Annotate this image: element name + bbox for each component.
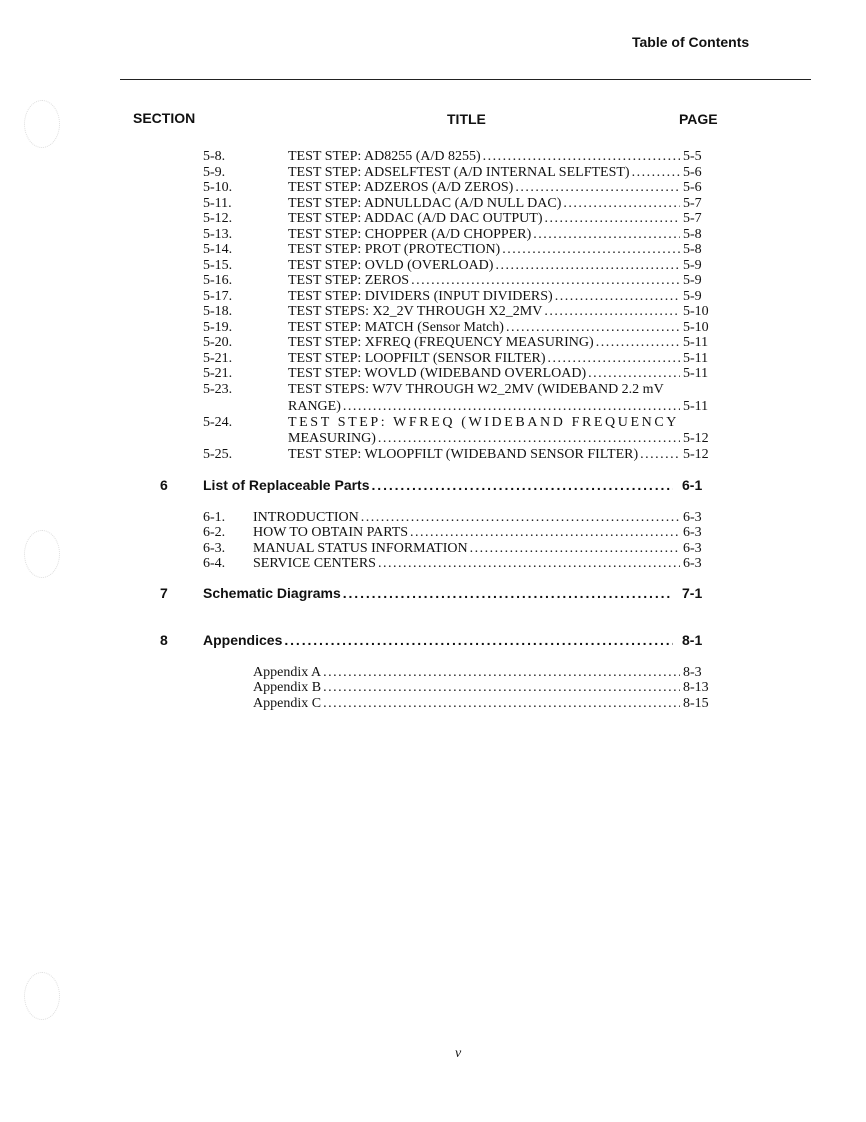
appendix-page: 8-15 bbox=[683, 696, 709, 711]
dot-leader bbox=[282, 631, 673, 649]
dot-leader bbox=[468, 541, 680, 557]
dot-leader bbox=[376, 556, 680, 572]
entry-title-line-1: TEST STEP: WFREQ (WIDEBAND FREQUENCY bbox=[288, 415, 679, 430]
section-title: Appendices bbox=[203, 632, 283, 648]
appendix-entry[interactable] bbox=[0, 696, 866, 712]
dot-leader bbox=[504, 320, 680, 336]
entry-page: 5-11 bbox=[683, 351, 709, 366]
entry-page: 5-8 bbox=[683, 227, 702, 242]
entry-title: TEST STEP: PROT (PROTECTION) bbox=[288, 242, 501, 257]
entry-number: 5-24. bbox=[203, 415, 233, 430]
appendix-entry[interactable] bbox=[0, 665, 866, 681]
toc-entry[interactable] bbox=[0, 273, 866, 289]
toc-entry[interactable] bbox=[0, 165, 866, 181]
entry-page: 6-3 bbox=[683, 510, 702, 525]
punch-hole-mark bbox=[24, 972, 60, 1020]
dot-leader bbox=[376, 431, 680, 447]
toc-entry[interactable] bbox=[0, 227, 866, 243]
entry-title: TEST STEP: XFREQ (FREQUENCY MEASURING) bbox=[288, 335, 594, 350]
entry-page: 5-9 bbox=[683, 273, 702, 288]
dot-leader bbox=[341, 399, 680, 415]
entry-page: 5-10 bbox=[683, 304, 709, 319]
entry-number: 5-9. bbox=[203, 165, 226, 180]
entry-number: 5-21. bbox=[203, 351, 233, 366]
appendix-entry[interactable] bbox=[0, 680, 866, 696]
dot-leader bbox=[586, 366, 680, 382]
entry-page: 5-8 bbox=[683, 242, 702, 257]
section-title: Schematic Diagrams bbox=[203, 585, 341, 601]
toc-entry[interactable] bbox=[0, 541, 866, 557]
entry-page: 5-5 bbox=[683, 149, 702, 164]
entry-title: TEST STEP: AD8255 (A/D 8255) bbox=[288, 149, 481, 164]
toc-entry[interactable] bbox=[0, 304, 866, 320]
entry-title: TEST STEP: ADZEROS (A/D ZEROS) bbox=[288, 180, 514, 195]
entry-title-line-1: TEST STEPS: W7V THROUGH W2_2MV (WIDEBAND 2.2 mV bbox=[288, 382, 664, 397]
entry-page: 5-11 bbox=[683, 335, 709, 350]
punch-hole-mark bbox=[24, 530, 60, 578]
toc-entry[interactable] bbox=[0, 211, 866, 227]
dot-leader bbox=[513, 180, 680, 196]
toc-entry[interactable] bbox=[0, 447, 866, 463]
entry-page: 5-9 bbox=[683, 258, 702, 273]
entry-title: TEST STEP: CHOPPER (A/D CHOPPER) bbox=[288, 227, 532, 242]
header-rule bbox=[120, 79, 811, 80]
dot-leader bbox=[638, 447, 680, 463]
toc-entry[interactable] bbox=[0, 149, 866, 165]
dot-leader bbox=[546, 351, 681, 367]
entry-page: 5-9 bbox=[683, 289, 702, 304]
punch-hole-mark bbox=[24, 100, 60, 148]
toc-entry[interactable] bbox=[0, 556, 866, 572]
toc-entry[interactable] bbox=[0, 320, 866, 336]
entry-title: INTRODUCTION bbox=[253, 510, 359, 525]
dot-leader bbox=[341, 584, 673, 602]
entry-number: 5-13. bbox=[203, 227, 233, 242]
section-page: 8-1 bbox=[682, 632, 703, 648]
entry-page: 5-11 bbox=[683, 399, 709, 414]
entry-page: 5-11 bbox=[683, 366, 709, 381]
entry-number: 5-23. bbox=[203, 382, 233, 397]
toc-entry[interactable] bbox=[0, 510, 866, 526]
toc-entry[interactable] bbox=[0, 242, 866, 258]
entry-title: HOW TO OBTAIN PARTS bbox=[253, 525, 409, 540]
section-page: 6-1 bbox=[682, 477, 703, 493]
dot-leader bbox=[553, 289, 680, 305]
entry-title: TEST STEP: MATCH (Sensor Match) bbox=[288, 320, 504, 335]
toc-entry[interactable] bbox=[0, 525, 866, 541]
toc-entry[interactable] bbox=[0, 258, 866, 274]
running-title: Table of Contents bbox=[632, 34, 750, 50]
toc-entry[interactable] bbox=[0, 289, 866, 305]
entry-number: 5-11. bbox=[203, 196, 232, 211]
section-page: 7-1 bbox=[682, 585, 703, 601]
entry-number: 5-21. bbox=[203, 366, 233, 381]
entry-page: 5-7 bbox=[683, 196, 702, 211]
dot-leader bbox=[630, 165, 680, 181]
entry-number: 5-17. bbox=[203, 289, 233, 304]
entry-title: TEST STEP: WLOOPFILT (WIDEBAND SENSOR FILTER) bbox=[288, 447, 639, 462]
entry-page: 5-6 bbox=[683, 165, 702, 180]
dot-leader bbox=[594, 335, 680, 351]
entry-title: MANUAL STATUS INFORMATION bbox=[253, 541, 468, 556]
dot-leader bbox=[542, 304, 680, 320]
entry-page: 5-6 bbox=[683, 180, 702, 195]
dot-leader bbox=[409, 273, 680, 289]
dot-leader bbox=[561, 196, 680, 212]
entry-title: TEST STEP: ADNULLDAC (A/D NULL DAC) bbox=[288, 196, 562, 211]
section-number: 8 bbox=[160, 632, 168, 648]
entry-title: TEST STEP: WOVLD (WIDEBAND OVERLOAD) bbox=[288, 366, 587, 381]
entry-number: 6-1. bbox=[203, 510, 226, 525]
dot-leader bbox=[531, 227, 680, 243]
entry-page: 5-10 bbox=[683, 320, 709, 335]
entry-title: TEST STEP: ADSELFTEST (A/D INTERNAL SELFTEST) bbox=[288, 165, 630, 180]
appendix-title: Appendix B bbox=[253, 680, 322, 695]
dot-leader bbox=[321, 696, 680, 712]
dot-leader bbox=[493, 258, 680, 274]
appendix-page: 8-13 bbox=[683, 680, 709, 695]
entry-number: 5-12. bbox=[203, 211, 233, 226]
toc-entry[interactable] bbox=[0, 180, 866, 196]
entry-number: 6-3. bbox=[203, 541, 226, 556]
column-heading-section: SECTION bbox=[133, 110, 196, 126]
entry-number: 5-15. bbox=[203, 258, 233, 273]
entry-number: 5-14. bbox=[203, 242, 233, 257]
entry-page: 5-7 bbox=[683, 211, 702, 226]
entry-title: TEST STEP: LOOPFILT (SENSOR FILTER) bbox=[288, 351, 546, 366]
entry-title-line-2: MEASURING) bbox=[288, 431, 376, 446]
entry-title: TEST STEP: ZEROS bbox=[288, 273, 410, 288]
section-number: 7 bbox=[160, 585, 168, 601]
page-folio: v bbox=[455, 1046, 462, 1061]
column-heading-page: PAGE bbox=[679, 111, 718, 127]
entry-page: 6-3 bbox=[683, 525, 702, 540]
dot-leader bbox=[408, 525, 680, 541]
appendix-page: 8-3 bbox=[683, 665, 702, 680]
dot-leader bbox=[321, 665, 680, 681]
section-entry-8[interactable] bbox=[0, 631, 866, 649]
entry-number: 5-10. bbox=[203, 180, 233, 195]
entry-number: 5-8. bbox=[203, 149, 226, 164]
entry-title: SERVICE CENTERS bbox=[253, 556, 376, 571]
section-title: List of Replaceable Parts bbox=[203, 477, 370, 493]
entry-number: 5-16. bbox=[203, 273, 233, 288]
dot-leader bbox=[481, 149, 680, 165]
section-entry-7[interactable] bbox=[0, 584, 866, 602]
entry-title: TEST STEP: DIVIDERS (INPUT DIVIDERS) bbox=[288, 289, 553, 304]
entry-page: 6-3 bbox=[683, 556, 702, 571]
entry-page: 5-12 bbox=[683, 431, 709, 446]
column-heading-title: TITLE bbox=[447, 111, 486, 127]
entry-number: 5-25. bbox=[203, 447, 233, 462]
dot-leader bbox=[542, 211, 680, 227]
toc-entry[interactable] bbox=[0, 351, 866, 367]
section-number: 6 bbox=[160, 477, 168, 493]
entry-title-line-2: RANGE) bbox=[288, 399, 341, 414]
entry-title: TEST STEP: ADDAC (A/D DAC OUTPUT) bbox=[288, 211, 543, 226]
toc-entry[interactable] bbox=[0, 335, 866, 351]
dot-leader bbox=[321, 680, 680, 696]
toc-entry[interactable] bbox=[0, 366, 866, 382]
section-entry-6[interactable] bbox=[0, 476, 866, 494]
entry-page: 5-12 bbox=[683, 447, 709, 462]
entry-title: TEST STEP: OVLD (OVERLOAD) bbox=[288, 258, 494, 273]
entry-number: 6-4. bbox=[203, 556, 226, 571]
appendix-title: Appendix A bbox=[253, 665, 322, 680]
appendix-title: Appendix C bbox=[253, 696, 322, 711]
dot-leader bbox=[500, 242, 680, 258]
dot-leader bbox=[370, 476, 673, 494]
toc-entry[interactable] bbox=[0, 196, 866, 212]
entry-number: 6-2. bbox=[203, 525, 226, 540]
entry-page: 6-3 bbox=[683, 541, 702, 556]
dot-leader bbox=[359, 510, 680, 526]
entry-number: 5-19. bbox=[203, 320, 233, 335]
entry-number: 5-18. bbox=[203, 304, 233, 319]
entry-title: TEST STEPS: X2_2V THROUGH X2_2MV bbox=[288, 304, 543, 319]
entry-number: 5-20. bbox=[203, 335, 233, 350]
